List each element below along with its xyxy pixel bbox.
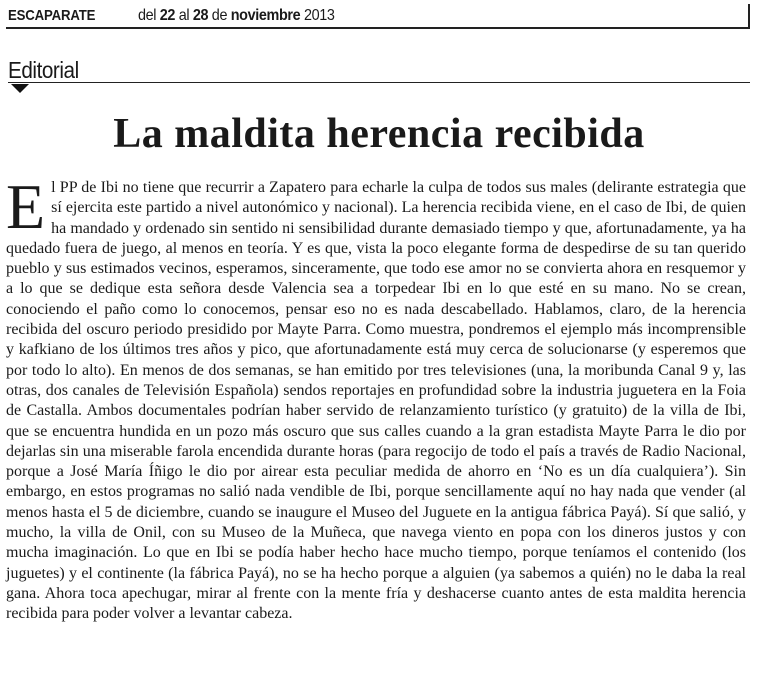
section-divider [8,82,750,83]
date-prefix: del [138,7,157,24]
triangle-marker-icon [11,84,29,93]
page-header [6,4,750,29]
date-connector: al [178,7,190,24]
section-label: Editorial [8,57,79,83]
date-year: 2013 [303,7,335,24]
date-de: de [211,7,228,24]
article-body [6,171,746,625]
date-month: noviembre [230,7,301,24]
article-text: l PP de Ibi no tiene que recurrir a Zapatero para echarle la culpa de todos sus males (delirante estrategia que sí ejercita este partido a nivel autonómico y nacional). La herencia recibida viene, en el caso de Ibi, de quien ha mandado y ordenado sin sentido ni sensibilidad durante demasiado tiempo y que, afortunadamente, ya ha quedado fuera de juego, al menos en teoría. Y es que, vista la poco elegante forma de despedirse de su tan querido pueblo y sus estimados vecinos, esperamos, sinceramente, que todo ese amor no se convierta ahora en resquemor y a lo que se dedique esta señora desde Valencia sea a torpedear Ibi en lo que esté en su mano. No se crean, conociendo el paño como lo conocemos, pensar eso no es nada descabellado. Hablamos, claro, de la herencia recibida del oscuro periodo presidido por Mayte Parra. Como muestra, pondremos el ejemplo más incomprensible y kafkiano de los últimos tres años y pico, que afortunadamente está muy cerca de solucionarse (y esperemos que por todo lo alto). En menos de dos semanas, se han emitido por tres televisiones (una, la moribunda Canal 9 y, las otras, dos canales de Televisión Española) sendos reportajes en profundidad sobre la industria juguetera en la Foia de Castalla. Ambos documentales podrían haber servido de relanzamiento turístico (y gratuito) de la villa de Ibi, que se encuentra hundida en un pozo más oscuro que sus calles cuando a la gran estadista Mayte Parra le dio por dejarlas sin una miserable farola encendida durante horas (para regocijo de todo el país a través de Radio Nacional, porque a José María Íñigo le dio por airear esta peculiar medida de ahorro en ‘No es un día cualquiera’). Sin embargo, en estos programas no salió nada vendible de Ibi, porque sencillamente aquí no hay nada que vender (al menos hasta el 5 de diciembre, cuando se inaugure el Museo del Juguete en la antigua fábrica Payá). Sí que salió, y mucho, la villa de Onil, con su Museo de la Muñeca, que navega viento en popa con los dineros justos y con mucha imaginación. Lo que en Ibi se podía haber hecho hace mucho tiempo, porque teníamos el contenido (los juguetes) y el continente (la fábrica Payá), no se ha hecho porque a alguien (ya sabemos a quién) no le daba la real gana. Ahora toca apechugar, mirar al frente con la mente fría y deshacerse cuanto antes de esta maldita herencia recibida para poder volver a levantar cabeza. [6,179,746,623]
date-start-day: 22 [159,7,176,24]
article-headline: La maldita herencia recibida [113,111,645,157]
date-end-day: 28 [192,7,209,24]
issue-date [138,7,335,25]
drop-cap: E [6,171,46,242]
section-name: ESCAPARATE [8,7,96,24]
